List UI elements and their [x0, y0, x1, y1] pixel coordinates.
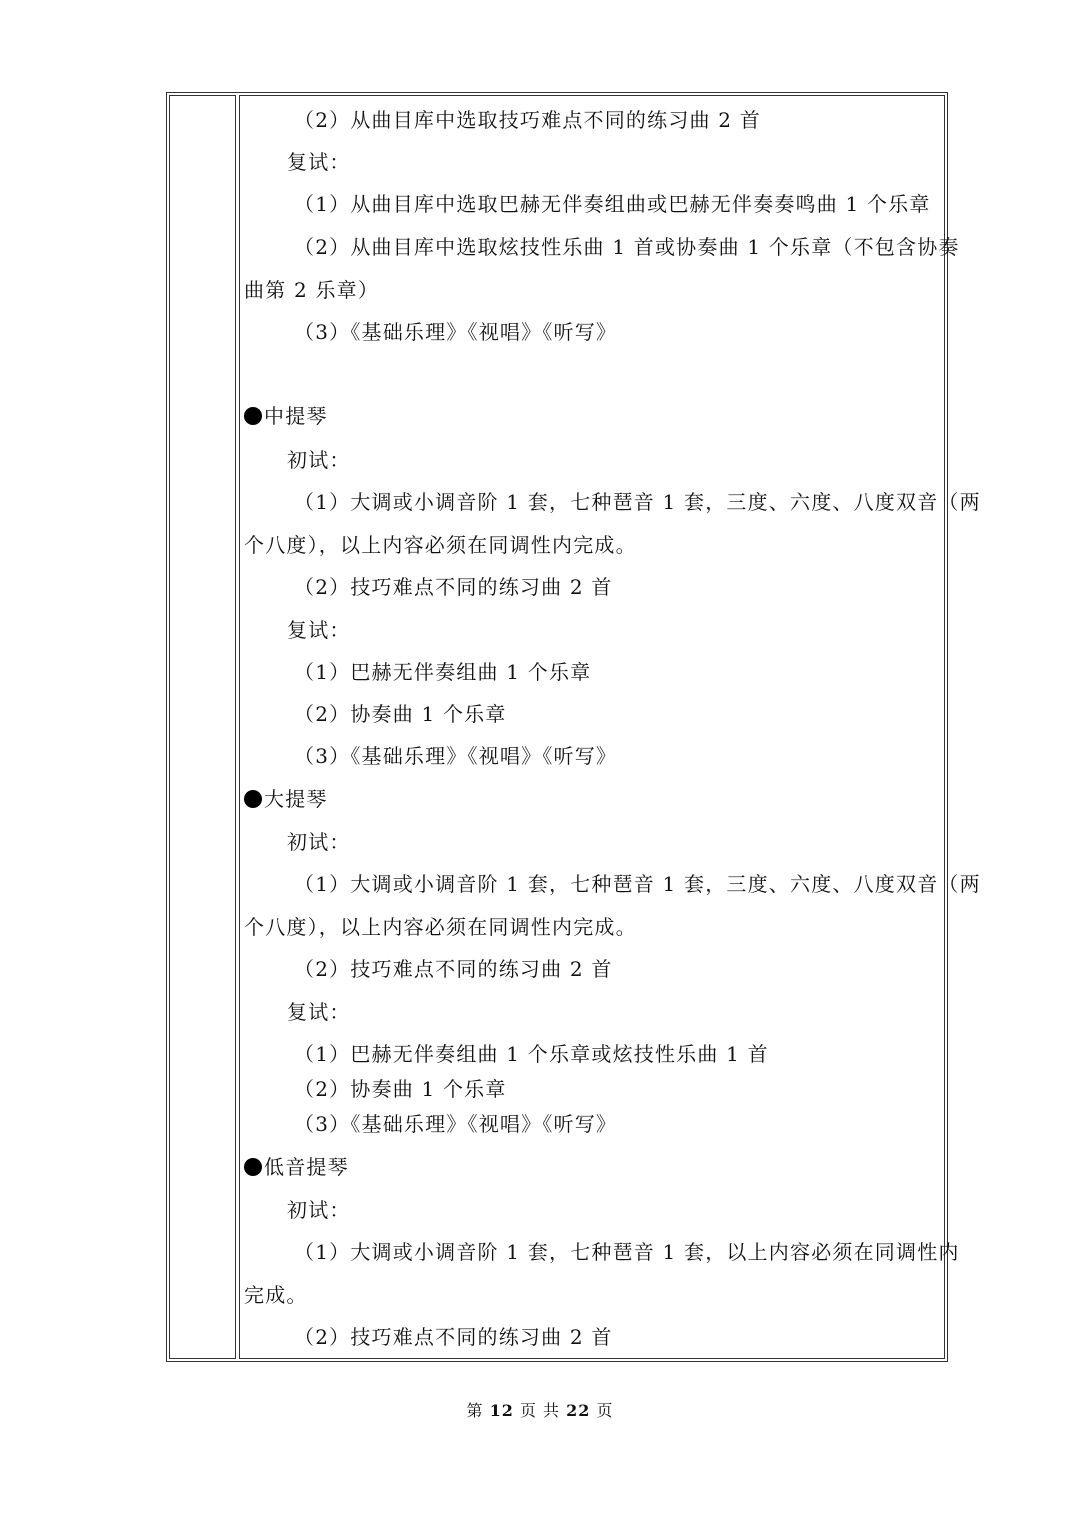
total-pages: 22	[566, 1401, 591, 1420]
bullet-icon	[244, 407, 262, 425]
bullet-icon	[244, 1158, 262, 1176]
text-line: 个八度），以上内容必须在同调性内完成。	[244, 533, 637, 557]
footer-suffix: 页	[596, 1401, 614, 1420]
bullet-icon	[244, 790, 262, 808]
section-subheading: 初试：	[287, 1198, 351, 1222]
text-line: （2）技巧难点不同的练习曲 2 首	[294, 957, 613, 981]
text-line: （1）大调或小调音阶 1 套，七种琶音 1 套，以上内容必须在同调性内	[294, 1240, 960, 1264]
page-number: 12	[489, 1401, 514, 1420]
text-line: （3）《基础乐理》《视唱》《听写》	[294, 320, 618, 344]
section-subheading: 初试：	[287, 448, 351, 472]
text-line: （1）大调或小调音阶 1 套，七种琶音 1 套，三度、六度、八度双音（两	[294, 490, 981, 514]
text-line: （2）技巧难点不同的练习曲 2 首	[294, 1325, 613, 1349]
instrument-heading-double-bass: 低音提琴	[244, 1155, 349, 1179]
footer-middle: 页 共	[519, 1401, 561, 1420]
text-line: （1）巴赫无伴奏组曲 1 个乐章或炫技性乐曲 1 首	[294, 1042, 769, 1066]
section-subheading: 复试：	[287, 618, 351, 642]
text-line: 曲第 2 乐章）	[244, 278, 380, 302]
text-line: （1）从曲目库中选取巴赫无伴奏组曲或巴赫无伴奏奏鸣曲 1 个乐章	[294, 192, 931, 216]
text-line: （2）从曲目库中选取炫技性乐曲 1 首或协奏曲 1 个乐章（不包含协奏	[294, 235, 960, 259]
text-line: （3）《基础乐理》《视唱》《听写》	[294, 1112, 618, 1136]
text-line: 完成。	[244, 1283, 308, 1307]
instrument-heading-viola: 中提琴	[244, 404, 328, 428]
section-subheading: 复试：	[287, 1000, 351, 1024]
text-line: （2）协奏曲 1 个乐章	[294, 702, 507, 726]
text-line: 个八度），以上内容必须在同调性内完成。	[244, 915, 637, 939]
text-line: （2）协奏曲 1 个乐章	[294, 1077, 507, 1101]
instrument-heading-cello: 大提琴	[244, 787, 328, 811]
text-line: （1）巴赫无伴奏组曲 1 个乐章	[294, 660, 592, 684]
text-line: （2）从曲目库中选取技巧难点不同的练习曲 2 首	[294, 108, 761, 132]
table-left-cell	[169, 95, 236, 1359]
text-line: （3）《基础乐理》《视唱》《听写》	[294, 744, 618, 768]
text-line: （1）大调或小调音阶 1 套，七种琶音 1 套，三度、六度、八度双音（两	[294, 872, 981, 896]
page-footer	[0, 1398, 1080, 1421]
text-line: （2）技巧难点不同的练习曲 2 首	[294, 575, 613, 599]
section-subheading: 初试：	[287, 830, 351, 854]
footer-prefix: 第	[466, 1401, 484, 1420]
section-subheading: 复试：	[287, 150, 351, 174]
